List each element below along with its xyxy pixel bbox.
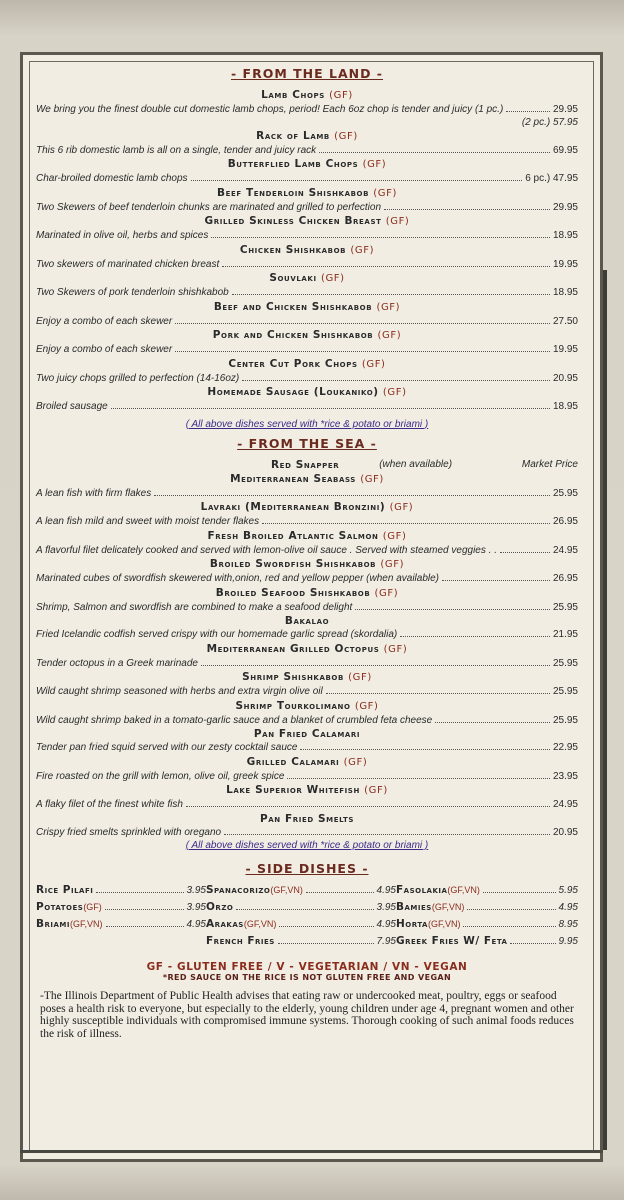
menu-item xyxy=(36,328,578,357)
item-name: Rack of Lamb xyxy=(256,129,330,142)
menu-item xyxy=(36,642,578,671)
item-price: Market Price xyxy=(521,458,578,470)
dot-leader xyxy=(111,408,550,409)
side-dish xyxy=(36,883,206,898)
dietary-tag: (GF) xyxy=(362,159,387,170)
item-name: Homemade Sausage (Loukaniko) xyxy=(207,386,379,398)
side-price: 4.95 xyxy=(186,919,206,930)
dot-leader xyxy=(319,152,550,153)
item-name: Red Snapper xyxy=(271,458,340,471)
dietary-tag: (GF) xyxy=(354,700,379,712)
item-name: Fresh Broiled Atlantic Salmon xyxy=(207,529,379,542)
item-name-line xyxy=(36,186,578,201)
dot-leader xyxy=(262,523,550,524)
health-advisory: -The Illinois Department of Public Health advises that eating raw or undercooked meat, poultry, eggs or seafood poses a health risk to everyone, but especially to the elderly, young children under age 4, pregnant women and other highly susceptible individuals with compromised immune systems. Thorough cooking of such animal foods reduces the risk of illness. xyxy=(40,990,574,1040)
dot-leader xyxy=(236,909,373,910)
side-dish xyxy=(396,934,578,949)
item-description: Broiled sausage xyxy=(36,401,108,412)
item-desc-row xyxy=(36,544,578,558)
menu-item xyxy=(36,699,578,728)
item-price: 24.95 xyxy=(552,799,578,810)
dietary-tag: (GF,VN) xyxy=(270,885,303,895)
item-name-line xyxy=(36,586,578,601)
item-description: Two Skewers of beef tenderloin chunks are marinated and grilled to perfection xyxy=(36,201,382,213)
menu-item xyxy=(36,812,578,840)
item-price: 25.95 xyxy=(552,487,578,499)
item-name-line xyxy=(36,642,578,657)
side-price: 3.95 xyxy=(186,902,206,913)
item-price: 6 pc.) 47.95 xyxy=(525,173,578,184)
item-description: Two skewers of marinated chicken breast xyxy=(36,258,220,270)
item-name: Bakalao xyxy=(284,615,330,627)
dot-leader xyxy=(500,552,550,553)
item-name-line xyxy=(36,243,578,258)
item-name-line xyxy=(36,271,578,286)
item-price: 25.95 xyxy=(552,686,578,697)
item-price: 24.95 xyxy=(552,544,578,556)
item-price: 20.95 xyxy=(552,826,578,838)
dot-leader xyxy=(175,351,550,352)
item-desc-row xyxy=(36,685,578,699)
dot-leader xyxy=(384,209,550,210)
side-name: Fasolakia xyxy=(396,884,448,896)
item-name: Grilled Skinless Chicken Breast xyxy=(204,215,382,227)
item-desc-row xyxy=(36,286,578,300)
item-desc-row xyxy=(36,229,578,243)
side-dish xyxy=(396,883,578,898)
item-description: Wild caught shrimp baked in a tomato-garlic sauce and a blanket of crumbled feta cheese xyxy=(36,714,433,726)
item-price: 18.95 xyxy=(552,401,578,412)
item-description: Tender octopus in a Greek marinade xyxy=(36,657,198,669)
dot-leader xyxy=(191,180,523,181)
side-price: 3.95 xyxy=(376,902,396,913)
dot-leader xyxy=(175,323,550,324)
item-desc-row xyxy=(36,741,578,755)
page-edge-shadow xyxy=(603,270,607,1150)
side-price: 8.95 xyxy=(558,919,578,930)
dietary-tag: (GF) xyxy=(382,387,407,398)
dietary-tag: (GF) xyxy=(374,587,399,599)
item-desc-row xyxy=(36,172,578,186)
item-description: This 6 rib domestic lamb is all on a single, tender and juicy rack xyxy=(36,144,317,156)
item-name: Pan Fried Calamari xyxy=(253,728,361,740)
menu-item xyxy=(36,727,578,755)
menu-item xyxy=(36,271,578,300)
item-name: Beef Tenderloin Shishkabob xyxy=(216,186,370,199)
item-price: 27.50 xyxy=(552,315,578,327)
item-name: Souvlaki xyxy=(269,272,317,284)
dot-leader xyxy=(106,926,184,927)
side-name: Horta xyxy=(396,918,428,930)
dietary-tag: (GF) xyxy=(385,216,410,227)
diet-legend: GF - GLUTEN FREE / V - VEGETARIAN / VN - VEGAN xyxy=(146,961,468,973)
item-name: Chicken Shishkabob xyxy=(239,243,347,256)
item-desc-row xyxy=(36,201,578,215)
menu-item xyxy=(36,614,578,642)
side-name: Orzo xyxy=(206,901,234,913)
item-name: Broiled Seafood Shishkabob xyxy=(215,586,371,599)
item-desc-row xyxy=(36,714,578,728)
item-name: Beef and Chicken Shishkabob xyxy=(213,300,373,313)
item-description: Char-broiled domestic lamb chops xyxy=(36,173,188,184)
menu-item xyxy=(36,385,578,414)
dot-leader xyxy=(154,495,550,496)
menu-item xyxy=(36,472,578,501)
side-dish xyxy=(36,917,206,932)
item-description: Marinated in olive oil, herbs and spices xyxy=(36,230,209,241)
item-price: 26.95 xyxy=(552,516,578,527)
item-name: Lamb Chops xyxy=(261,89,325,101)
item-name: Mediterranean Grilled Octopus xyxy=(206,642,380,655)
item-price: 25.95 xyxy=(552,714,578,726)
item-desc-row xyxy=(36,372,578,386)
item-desc-row xyxy=(36,572,578,586)
menu-item xyxy=(36,88,578,129)
item-name-line xyxy=(36,614,578,628)
item-desc-row xyxy=(36,826,578,840)
item-price-extra: (2 pc.) 57.95 xyxy=(521,116,578,128)
item-desc-row xyxy=(36,103,578,117)
item-desc-row xyxy=(36,657,578,671)
item-price: 20.95 xyxy=(552,372,578,384)
dot-leader xyxy=(483,892,556,893)
side-name: Potatoes xyxy=(36,901,84,913)
item-name: Lavraki (Mediterranean Bronzini) xyxy=(200,501,386,513)
dietary-tag: (GF) xyxy=(320,273,345,284)
item-name-line xyxy=(36,88,578,103)
item-description: Marinated cubes of swordfish skewered with,onion, red and yellow pepper (when available) xyxy=(36,573,439,584)
sea-served-text: ( All above dishes served with *rice & potato or briami ) xyxy=(185,840,429,851)
item-name: Shrimp Shishkabob xyxy=(242,671,344,683)
item-description: Fried Icelandic codfish served crispy with our homemade garlic spread (skordalia) xyxy=(36,629,398,640)
item-description: Crispy fried smelts sprinkled with oregano xyxy=(36,826,222,838)
dot-leader xyxy=(211,237,550,238)
side-dish xyxy=(36,900,206,915)
dot-leader xyxy=(96,892,183,893)
side-price: 4.95 xyxy=(558,902,578,913)
item-name: Pan Fried Smelts xyxy=(259,812,355,825)
menu-item xyxy=(36,783,578,812)
item-description: Tender pan fried squid served with our zesty cocktail sauce xyxy=(36,742,298,753)
item-name-line xyxy=(36,129,578,144)
side-price: 7.95 xyxy=(376,936,396,947)
dietary-tag: (GF) xyxy=(376,301,401,313)
side-name: Bamies xyxy=(396,901,432,913)
dot-leader xyxy=(242,380,550,381)
item-desc-row xyxy=(36,315,578,329)
menu-item xyxy=(36,755,578,784)
menu-item xyxy=(36,670,578,699)
item-desc-row xyxy=(36,487,578,501)
dietary-tag: (GF,VN) xyxy=(243,919,277,929)
menu-item xyxy=(36,529,578,558)
land-served-note xyxy=(36,419,578,430)
item-price: 21.95 xyxy=(552,629,578,640)
sea-items xyxy=(36,472,578,840)
item-description: Enjoy a combo of each skewer xyxy=(36,315,173,327)
item-description: A flavorful filet delicately cooked and served with lemon-olive oil sauce . Served with steamed veggies . . xyxy=(36,544,497,556)
side-name: Spanacorizo xyxy=(206,884,271,896)
sea-title-text: - FROM THE SEA - xyxy=(237,435,377,451)
dietary-tag: (GF,VN) xyxy=(427,919,461,929)
item-price: 22.95 xyxy=(552,742,578,753)
item-description: A lean fish with firm flakes xyxy=(36,487,152,499)
item-name-line xyxy=(36,699,578,714)
dot-leader xyxy=(510,943,555,944)
item-description: Enjoy a combo of each skewer xyxy=(36,344,173,355)
item-desc-row xyxy=(36,798,578,812)
dietary-tag: (GF) xyxy=(361,358,386,370)
side-price: 3.95 xyxy=(186,885,206,896)
side-price: 5.95 xyxy=(558,885,578,896)
sea-served-note xyxy=(36,840,578,851)
item-name: Center Cut Pork Chops xyxy=(228,357,358,370)
item-name-line xyxy=(36,557,578,572)
item-price: 23.95 xyxy=(552,770,578,782)
item-description: Fire roasted on the grill with lemon, olive oil, greek spice xyxy=(36,770,285,782)
menu-content xyxy=(36,62,578,1040)
item-desc-row xyxy=(36,515,578,529)
item-price: 18.95 xyxy=(552,287,578,298)
side-dish xyxy=(206,917,396,932)
dot-leader xyxy=(326,693,550,694)
item-price: 26.95 xyxy=(552,573,578,584)
item-desc-row xyxy=(36,628,578,642)
dietary-tag: (GF) xyxy=(350,244,375,256)
sides-title-text: - SIDE DISHES - xyxy=(245,861,369,876)
item-price: 19.95 xyxy=(552,344,578,355)
dot-leader xyxy=(222,266,550,267)
section-title-land xyxy=(36,66,578,81)
item-description: Two Skewers of pork tenderloin shishkabob xyxy=(36,287,229,298)
item-price: 69.95 xyxy=(552,144,578,156)
side-name: Rice Pilafi xyxy=(36,884,94,896)
side-dish xyxy=(206,900,396,915)
dietary-tag: (GF) xyxy=(329,90,353,101)
dietary-tag: (GF) xyxy=(382,530,407,542)
dot-leader xyxy=(201,665,550,666)
item-name-line xyxy=(36,529,578,544)
item-name-line xyxy=(36,812,578,826)
item-name-line xyxy=(36,472,578,487)
item-name-line xyxy=(36,755,578,770)
item-price: 25.95 xyxy=(552,601,578,613)
dot-leader xyxy=(306,892,374,893)
item-desc-row xyxy=(36,400,578,414)
item-desc-row xyxy=(36,343,578,357)
dot-leader xyxy=(435,722,550,723)
item-name: Lake Superior Whitefish xyxy=(226,784,360,796)
item-description: A flaky filet of the finest white fish xyxy=(36,799,183,810)
side-name: French Fries xyxy=(206,935,275,947)
item-description: Two juicy chops grilled to perfection (14-16oz) xyxy=(36,372,240,384)
dot-leader xyxy=(105,909,184,910)
menu-item xyxy=(36,214,578,243)
item-availability-note: (when available) xyxy=(379,458,453,470)
dietary-tag: (GF) xyxy=(383,643,408,655)
dietary-tag: (GF,VN) xyxy=(70,919,103,929)
item-name-line xyxy=(36,328,578,343)
item-name: Broiled Swordfish Shishkabob xyxy=(209,558,377,570)
item-price: 29.95 xyxy=(552,201,578,213)
item-price: 18.95 xyxy=(552,230,578,241)
dot-leader xyxy=(279,926,373,927)
item-name-line xyxy=(36,385,578,400)
side-price: 4.95 xyxy=(376,919,396,930)
item-price: 25.95 xyxy=(552,657,578,669)
item-name: Shrimp Tourkolimano xyxy=(235,699,351,712)
item-name-line xyxy=(36,357,578,372)
item-desc-row xyxy=(36,601,578,615)
menu-item xyxy=(36,129,578,158)
side-dish xyxy=(396,900,578,915)
section-title-sides xyxy=(36,861,578,876)
dietary-tag: (GF) xyxy=(364,785,388,796)
dot-leader xyxy=(463,926,555,927)
item-price: 29.95 xyxy=(552,104,578,115)
side-dish xyxy=(206,883,396,898)
dot-leader xyxy=(224,834,550,835)
menu-item xyxy=(36,157,578,186)
dot-leader xyxy=(506,111,550,112)
dot-leader xyxy=(278,943,374,944)
side-price: 9.95 xyxy=(558,936,578,947)
dietary-tag: (GF) xyxy=(380,559,405,570)
menu-item xyxy=(36,586,578,615)
menu-item xyxy=(36,557,578,586)
item-description: Shrimp, Salmon and swordfish are combined to make a seafood delight xyxy=(36,601,353,613)
item-desc-row xyxy=(36,144,578,158)
item-name: Pork and Chicken Shishkabob xyxy=(212,329,374,341)
dot-leader xyxy=(400,636,550,637)
dietary-tag: (GF) xyxy=(83,902,102,912)
menu-item xyxy=(36,243,578,272)
side-price: 4.95 xyxy=(376,885,396,896)
dietary-tag: (GF,VN) xyxy=(431,902,465,912)
item-name: Butterflied Lamb Chops xyxy=(227,158,359,170)
dot-leader xyxy=(300,749,550,750)
item-name-line xyxy=(36,500,578,515)
section-title-sea xyxy=(36,436,578,451)
item-description: We bring you the finest double cut domestic lamb chops, period! Each 6oz chop is tender and juicy (1 pc.) xyxy=(36,104,504,115)
item-name: Grilled Calamari xyxy=(246,755,340,768)
dietary-tag: (GF,VN) xyxy=(447,885,480,895)
menu-item-red-snapper xyxy=(36,458,578,472)
dot-leader xyxy=(287,778,550,779)
item-desc-row xyxy=(36,770,578,784)
item-name-line xyxy=(36,783,578,798)
dietary-tag: (GF) xyxy=(377,330,402,341)
dot-leader xyxy=(442,580,550,581)
dietary-tag: (GF) xyxy=(334,130,358,142)
red-sauce-note: *RED SAUCE ON THE RICE IS NOT GLUTEN FREE AND VEGAN xyxy=(162,973,452,982)
dot-leader xyxy=(467,909,555,910)
dietary-tag: (GF) xyxy=(343,756,368,768)
dot-leader xyxy=(186,806,550,807)
dietary-tag: (GF) xyxy=(360,473,384,485)
land-served-text: ( All above dishes served with *rice & potato or briami ) xyxy=(185,418,429,430)
item-desc-row xyxy=(36,258,578,272)
item-description: Wild caught shrimp seasoned with herbs and extra virgin olive oil xyxy=(36,686,323,697)
menu-item xyxy=(36,186,578,215)
dietary-tag: (GF) xyxy=(389,502,414,513)
bottom-rule xyxy=(20,1150,603,1153)
item-description: A lean fish mild and sweet with moist tender flakes xyxy=(36,516,260,527)
side-name: Greek Fries W/ Feta xyxy=(396,935,508,947)
menu-item xyxy=(36,300,578,329)
dietary-tag: (GF) xyxy=(348,672,372,683)
side-dish-empty xyxy=(36,934,206,949)
dietary-tag: (GF) xyxy=(373,187,398,199)
item-price: 19.95 xyxy=(552,258,578,270)
item-name-line xyxy=(36,300,578,315)
item-name: Mediterranean Seabass xyxy=(230,472,356,485)
side-dish xyxy=(396,917,578,932)
dot-leader xyxy=(232,294,550,295)
side-dishes-grid xyxy=(36,883,578,949)
menu-item xyxy=(36,357,578,386)
land-title-text: - FROM THE LAND - xyxy=(230,66,384,81)
menu-item xyxy=(36,500,578,529)
item-name-line xyxy=(36,157,578,172)
dot-leader xyxy=(355,609,550,610)
item-name-line xyxy=(36,670,578,685)
item-name-line xyxy=(36,727,578,741)
side-name: Briami xyxy=(36,918,70,930)
land-items xyxy=(36,88,578,414)
side-name: Arakas xyxy=(206,918,244,930)
side-dish xyxy=(206,934,396,949)
item-name-line xyxy=(36,214,578,229)
